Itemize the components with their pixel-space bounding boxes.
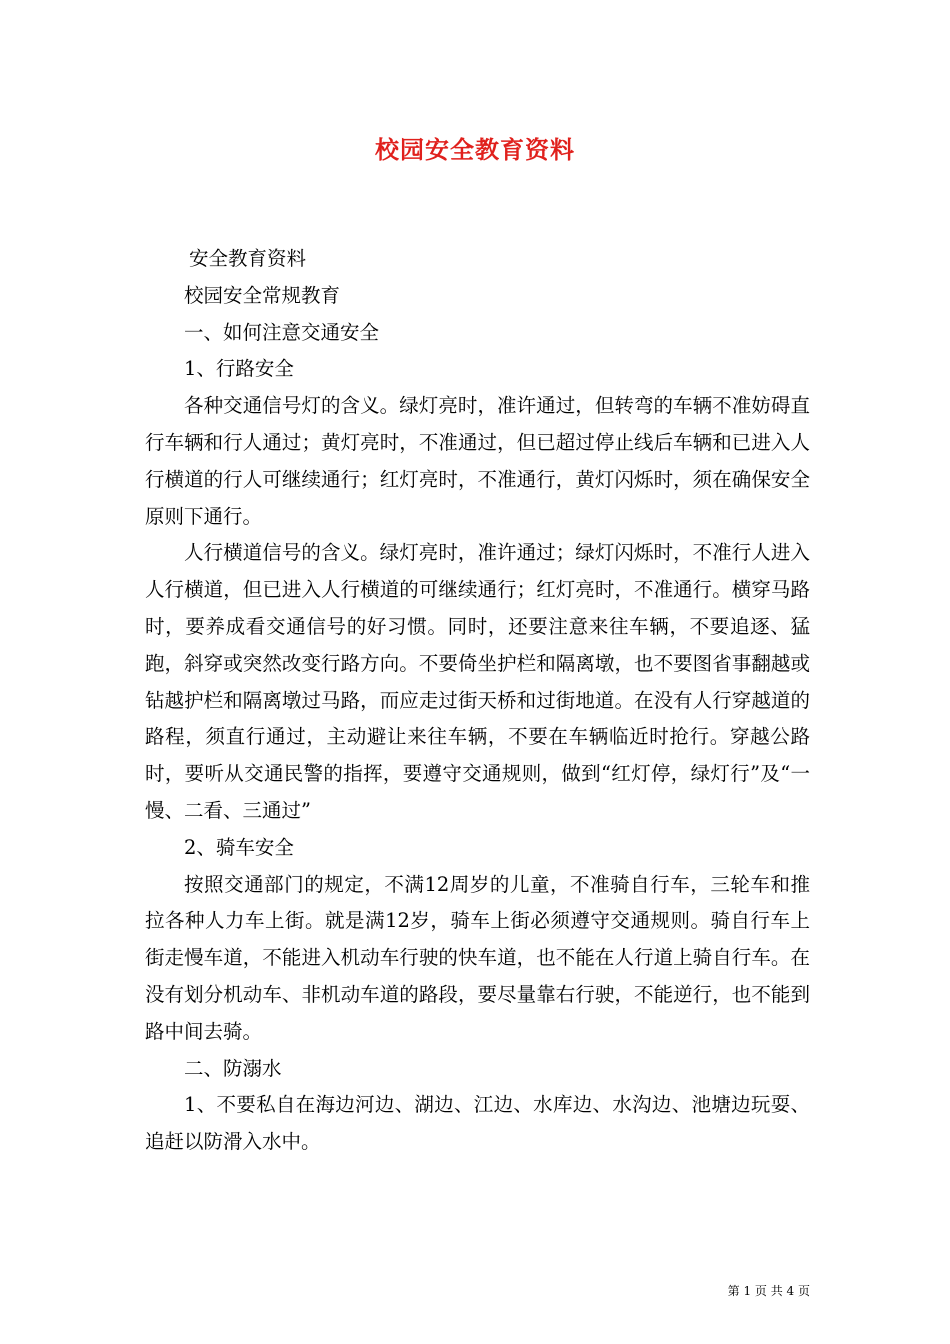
body-paragraph: 各种交通信号灯的含义。绿灯亮时，准许通过，但转弯的车辆不准妨碍直行车辆和行人通过；黄灯亮时，不准通过，但已超过停止线后车辆和已进入人行横道的行人可继续通行；红灯亮时，不准通行，黄灯闪烁时，须在确保安全原则下通行。 <box>145 394 810 528</box>
section-heading: 二、防溺水 <box>184 1056 282 1080</box>
subsection-heading: 1、行路安全 <box>184 357 294 381</box>
body-paragraph: 1、不要私自在海边河边、湖边、江边、水库边、水沟边、池塘边玩耍、追赶以防滑入水中。 <box>145 1093 810 1154</box>
body-paragraph: 人行横道信号的含义。绿灯亮时，准许通过；绿灯闪烁时，不准行人进入人行横道，但已进入人行横道的可继续通行；红灯亮时，不准通行。横穿马路时，要养成看交通信号的好习惯。同时，还要注意来往车辆，不要追逐、猛跑，斜穿或突然改变行路方向。不要倚坐护栏和隔离墩，也不要图省事翻越或钻越护栏和隔离墩过马路，而应走过街天桥和过街地道。在没有人行穿越道的路程，须直行通过，主动避让来往车辆，不要在车辆临近时抢行。穿越公路时，要听从交通民警的指挥，要遵守交通规则，做到“红灯停，绿灯行”及“一慢、二看、三通过” <box>145 541 810 822</box>
body-paragraph: 按照交通部门的规定，不满12周岁的儿童，不准骑自行车，三轮车和推拉各种人力车上街。就是满12岁，骑车上街必须遵守交通规则。骑自行车上街走慢车道，不能进入机动车行驶的快车道，也不能在人行道上骑自行车。在没有划分机动车、非机动车道的路段，要尽量靠右行驶，不能逆行，也不能到路中间去骑。 <box>145 872 810 1043</box>
document-body <box>145 241 810 1161</box>
section-heading: 一、如何注意交通安全 <box>184 320 380 344</box>
subsection-heading: 2、骑车安全 <box>184 835 294 859</box>
page-title: 校园安全教育资料 <box>375 135 575 164</box>
paragraph-subheading: 校园安全常规教育 <box>184 283 341 307</box>
page-number-footer: 第 1 页 共 4 页 <box>727 1284 810 1298</box>
paragraph-heading: 安全教育资料 <box>189 247 307 270</box>
